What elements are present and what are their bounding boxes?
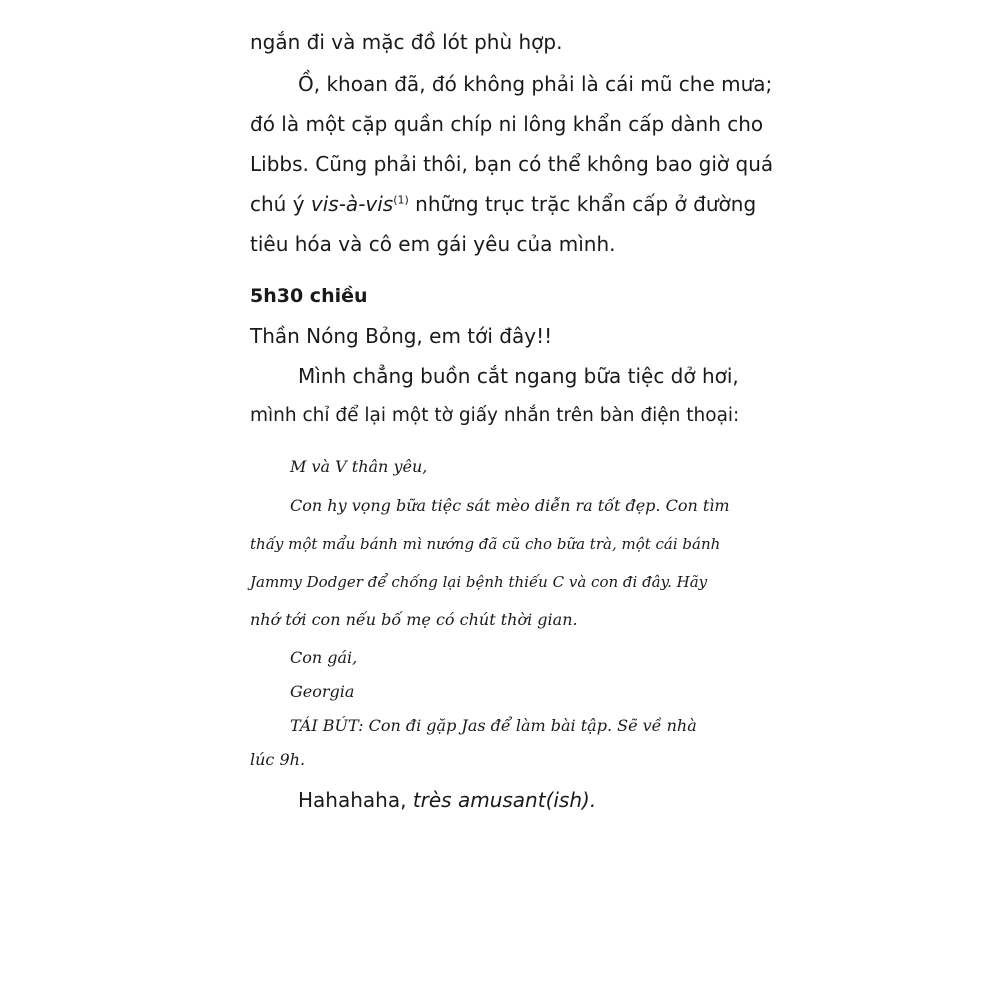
- note-signoff: Con gái,: [290, 648, 358, 667]
- text-span: chú ý: [250, 192, 311, 216]
- note-postscript: [290, 714, 730, 738]
- note-line: nhớ tới con nếu bố mẹ có chút thời gian.: [250, 610, 578, 629]
- note-line: Jammy Dodger để chống lại bệnh thiếu C và con đi đây. Hãy: [250, 573, 708, 591]
- note-line: thấy một mẩu bánh mì nướng đã cũ cho bữa trà, một cái bánh: [250, 535, 721, 553]
- note-greeting: M và V thân yêu,: [290, 457, 428, 476]
- note-signature: Georgia: [290, 682, 355, 701]
- ps-text: Con đi gặp Jas để làm bài tập. Sẽ về nhà: [363, 716, 697, 735]
- body-text-line: Thần Nóng Bỏng, em tới đây!!: [250, 324, 553, 348]
- body-text-line: Libbs. Cũng phải thôi, bạn có thể không bao giờ quá: [250, 152, 774, 176]
- ps-label: TÁI BÚT:: [290, 716, 364, 735]
- body-text-line: [250, 190, 757, 218]
- body-text-line: Mình chẳng buồn cắt ngang bữa tiệc dở hơi,: [298, 364, 739, 388]
- note-line: Con hy vọng bữa tiệc sát mèo diễn ra tốt đẹp. Con tìm: [290, 496, 730, 515]
- body-text-line: Ồ, khoan đã, đó không phải là cái mũ che mưa;: [298, 72, 773, 96]
- text-span: Hahahaha,: [298, 788, 413, 812]
- section-heading: 5h30 chiều: [250, 285, 368, 307]
- reaction-line: [298, 786, 730, 814]
- body-text-line: ngắn đi và mặc đồ lót phù hợp.: [250, 30, 563, 54]
- italic-phrase: vis-à-vis: [310, 192, 394, 216]
- body-text-line: đó là một cặp quần chíp ni lông khẩn cấp dành cho: [250, 112, 764, 136]
- body-text-line: tiêu hóa và cô em gái yêu của mình.: [250, 232, 616, 256]
- note-postscript: lúc 9h.: [250, 750, 306, 769]
- text-span: những trục trặc khẩn cấp ở đường: [408, 192, 757, 216]
- footnote-marker: (1): [393, 193, 409, 207]
- body-text-line: mình chỉ để lại một tờ giấy nhắn trên bàn điện thoại:: [250, 405, 740, 426]
- italic-phrase: très amusant(ish).: [412, 788, 597, 812]
